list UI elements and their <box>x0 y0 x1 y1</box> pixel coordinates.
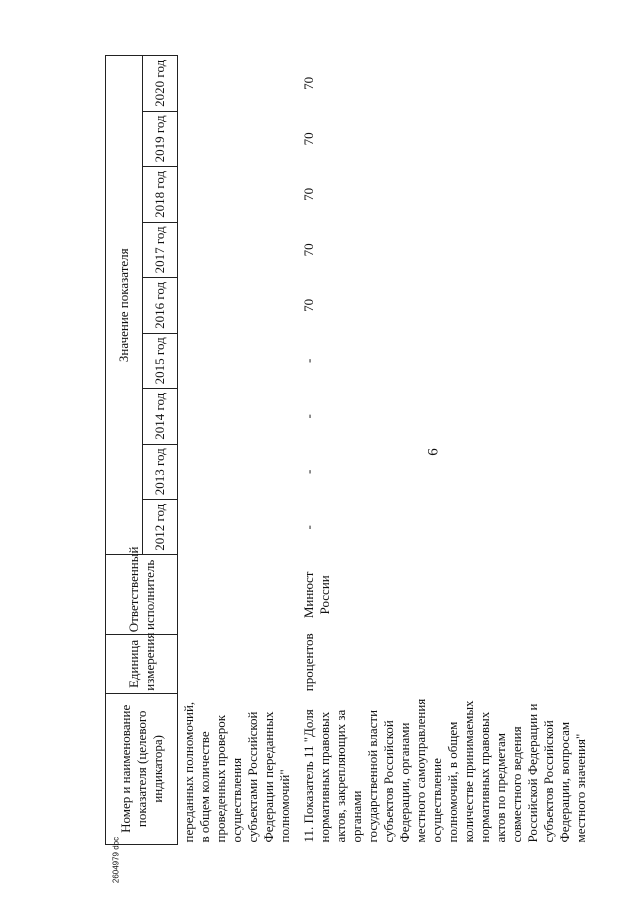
executor-cell <box>178 555 300 635</box>
value-cell <box>178 500 300 555</box>
header-row-1 <box>106 56 143 845</box>
header-year: 2015 год <box>143 333 178 388</box>
value-cell: - <box>301 414 316 419</box>
value-cell <box>178 222 300 277</box>
header-year: 2013 год <box>143 444 178 499</box>
table-row <box>178 56 300 845</box>
value-cell: 70 <box>301 298 316 312</box>
unit-cell <box>178 635 300 694</box>
executor-cell: Минюст России <box>301 571 332 619</box>
value-cell: - <box>301 525 316 530</box>
value-cell: 70 <box>301 187 316 201</box>
indicator-name: переданных полномочий, в общем количестве проведенных проверок осуществления субъектами Российской Федерации переданных полномочий" <box>181 701 292 843</box>
value-cell: 70 <box>301 132 316 146</box>
value-cell: - <box>301 358 316 363</box>
header-indicator: Номер и наименование показателя (целевого индикатора) <box>106 693 178 844</box>
value-cell: 70 <box>301 76 316 90</box>
value-cell <box>178 333 300 388</box>
value-cell: 70 <box>301 243 316 257</box>
header-year: 2014 год <box>143 389 178 444</box>
indicator-table <box>105 55 591 845</box>
header-year: 2017 год <box>143 222 178 277</box>
value-cell <box>178 389 300 444</box>
header-year: 2019 год <box>143 111 178 166</box>
value-cell <box>178 444 300 499</box>
header-values-group: Значение показателя <box>106 56 143 556</box>
header-unit: Единица измерения <box>106 635 178 694</box>
value-cell <box>178 278 300 333</box>
header-year: 2012 год <box>143 500 178 555</box>
rotated-table-wrapper <box>105 5 630 845</box>
value-cell <box>178 167 300 222</box>
value-cell: - <box>301 469 316 474</box>
header-year: 2016 год <box>143 278 178 333</box>
indicator-name: 11. Показатель 11 "Доля нормативных правовых актов, закрепляющих за органами государственной власти субъектов Российской Федерации, органами местного самоуправления осуществление полномочий, в общем количестве принимаемых нормативных правовых актов по предметам совместного ведения Российской Федерации и субъектов Российской Федерации, вопросам местного значения" <box>301 698 588 843</box>
table-row <box>299 56 591 845</box>
page-number: 6 <box>425 448 442 456</box>
value-cell <box>178 111 300 166</box>
value-cell <box>178 56 300 112</box>
unit-cell: процентов <box>301 633 316 692</box>
header-executor: Ответственный исполнитель <box>106 555 178 635</box>
header-year: 2020 год <box>143 56 178 112</box>
document-code: 2604979 doc <box>111 836 121 884</box>
header-year: 2018 год <box>143 167 178 222</box>
